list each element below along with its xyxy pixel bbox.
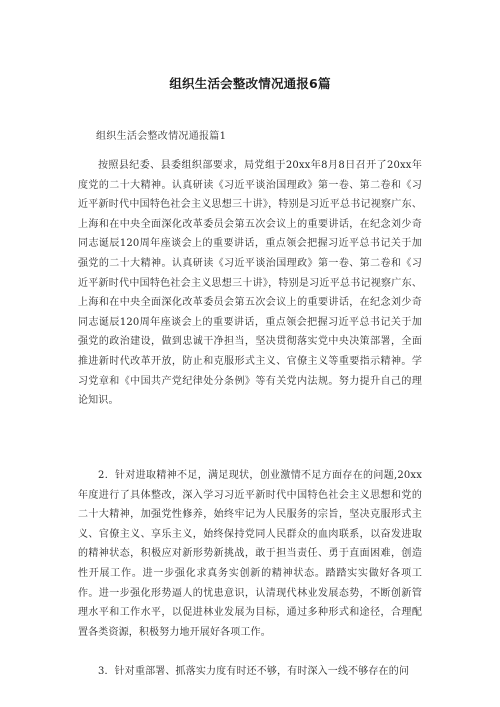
paragraph-3: 3．针对重部署、抓落实力度有时还不够，有时深入一线不够存在的问 <box>98 666 410 677</box>
paragraph-2: 2．针对进取精神不足，满足现状，创业激情不足方面存在的问题,20xx年度进行了具体整改，深入学习习近平新时代中国特色社会主义思想和党的二十大精神，加强党性修养，始终牢记为人民服务的宗旨，坚决克服形式主义、官僚主义、享乐主义，始终保持党同人民群众的血肉联系，以奋发进取的精神状态，积极应对新形势新挑战，敢于担当责任、勇于直面困难，创造性开展工作。进一步强化求真务实创新的精神状态。踏踏实实做好各项工作。进一步强化形势逼人的忧患意识，认清现代林业发展态势，不断创新管理水平和工作水平，以促进林业发展为目标，通过多种形式和途径，合理配置各类资源，积极努力地开展好各项工作。 <box>78 470 422 638</box>
paragraph-1: 按照县纪委、县委组织部要求，局党组于20xx年8月8日召开了20xx年度党的二十大精神。认真研读《习近平谈治国理政》第一卷、第二卷和《习近平新时代中国特色社会主义思想三十讲》，特别是习近平总书记视察广东、上海和在中央全面深化改革委员会第五次会议上的重要讲话，在纪念刘少奇同志诞辰120周年座谈会上的重要讲话，重点领会把握习近平总书记关于加强党的二十大精神。认真研读《习近平谈治国理政》第一卷、第二卷和《习近平新时代中国特色社会主义思想三十讲》，特别是习近平总书记视察广东、上海和在中央全面深化改革委员会第五次会议上的重要讲话，在纪念刘少奇同志诞辰120周年座谈会上的重要讲话，重点领会把握习近平总书记关于加强党的政治建设，做到忠诚干净担当，坚决贯彻落实党中央决策部署，全面推进新时代改革开放，防止和克服形式主义、官僚主义等重要指示精神。学习党章和《中国共产党纪律处分条例》等有关党内法规。努力提升自己的理论知识。 <box>78 160 422 407</box>
section-heading: 组织生活会整改情况通报篇1 <box>96 131 227 142</box>
document-title: 组织生活会整改情况通报6篇 <box>169 76 331 91</box>
